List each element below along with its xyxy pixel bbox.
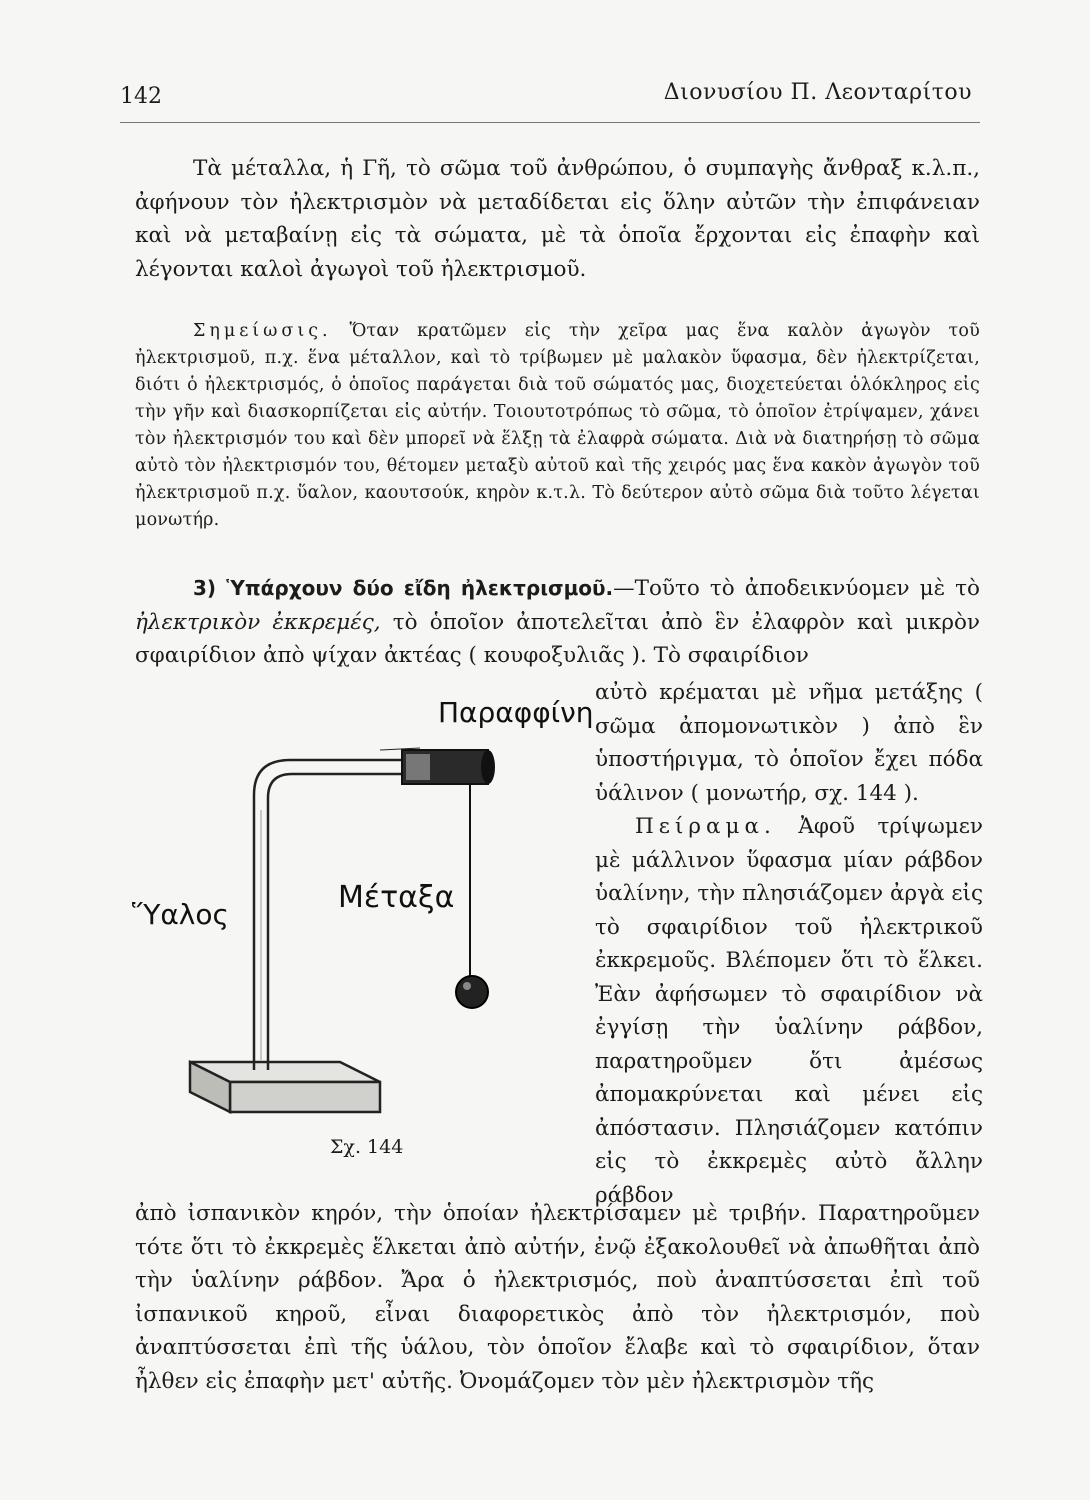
bottom-paragraph: ἀπὸ ἰσπανικὸν κηρόν, τὴν ὁποίαν ἠλεκτρίσαμεν μὲ τριβήν. Παρατηροῦμεν τότε ὅτι τὸ ἐκκρεμὲς ἕλκεται ἀπὸ αὐτήν, ἐνῷ ἐξακολουθεῖ νὰ ἀπωθῆται ἀπὸ τὴν ὑαλίνην ράβδον. Ἄρα ὁ ἠλεκτρισμός, ποὺ ἀναπτύσσεται ἐπὶ τοῦ ἰσπανικοῦ κηροῦ, εἶναι διαφορετικὸς ἀπὸ τὸν ἠλεκτρισμόν, ποὺ ἀναπτύσσεται ἐπὶ τῆς ὑάλου, τὸν ὁποῖον ἔλαβε καὶ τὸ σφαιρίδιον, ὅταν ἦλθεν εἰς ἐπαφὴν μετ' αὐτῆς. Ὀνομάζομεν τὸν μὲν ἠλεκτρισμὸν τῆς <box>135 1201 980 1394</box>
paraffin-end <box>481 750 495 784</box>
experiment-label: Πείραμα. <box>635 814 776 839</box>
running-title: Διονυσίου Π. Λεονταρίτου <box>663 80 972 105</box>
experiment-text: Ἀφοῦ τρίψωμεν μὲ μάλλινον ὕφασμα μίαν ράβδον ὑαλίνην, τὴν πλησιάζομεν ἀργὰ εἰς τὸ σφαιρίδιον τοῦ ἠλεκτρικοῦ ἐκκρεμοῦς. Βλέπομεν ὅτι τὸ ἕλκει. Ἐὰν ἀφήσωμεν τὸ σφαιρίδιον νὰ ἐγγίσῃ τὴν ὑαλίνην ράβδον, παρατηροῦμεν ὅτι ἀμέσως ἀπομακρύνεται καὶ μένει εἰς ἀπόστασιν. Πλησιάζομεν κατόπιν εἰς τὸ ἐκκρεμὲς αὐτὸ ἄλλην ράβδον <box>595 814 983 1208</box>
label-silk: Μέταξα <box>338 880 455 915</box>
page-header <box>120 72 980 123</box>
figure-caption: Σχ. 144 <box>330 1136 404 1158</box>
note-label: Σημείωσις. <box>193 321 332 341</box>
section-heading: 3) Ὑπάρχουν δύο εἴδη ἠλεκτρισμοῦ. <box>193 576 614 600</box>
side-paragraph: αὐτὸ κρέμαται μὲ νῆμα μετάξης ( σῶμα ἀπομονωτικὸν ) ἀπὸ ἓν ὑποστήριγμα, τὸ ὁποῖον ἔχει πόδα ὑάλινον ( μονωτήρ, σχ. 144 ). <box>595 680 983 806</box>
glass-rod-outer <box>254 760 410 1070</box>
italic-term: ἠλεκτρικὸν ἐκκρεμές, <box>135 609 381 635</box>
base-front <box>230 1082 380 1112</box>
section-3-paragraph <box>135 572 980 673</box>
side-column-text <box>595 676 983 1212</box>
glass-rod-inner <box>268 774 410 1070</box>
note-paragraph <box>135 318 980 534</box>
section-text-cont: τὸ ὁποῖον ἀποτελεῖται ἀπὸ ἓν ἐλαφρὸν καὶ μικρὸν σφαιρίδιον ἀπὸ ψίχαν ἀκτέας ( κουφοξυλιᾶς ). Τὸ σφαιρίδιον <box>135 609 980 668</box>
paragraph-text: Τὰ μέταλλα, ἡ Γῆ, τὸ σῶμα τοῦ ἀνθρώπου, ὁ συμπαγὴς ἄνθραξ κ.λ.π., ἀφήνουν τὸν ἠλεκτρισμὸν νὰ μεταδίδεται εἰς ὅλην αὐτῶν τὴν ἐπιφάνειαν καὶ νὰ μεταβαίνῃ εἰς τὰ σώματα, μὲ τὰ ὁποῖα ἔρχονται εἰς ἐπαφὴν καὶ λέγονται καλοὶ ἀγωγοὶ τοῦ ἠλεκτρισμοῦ. <box>135 156 980 282</box>
pith-ball <box>456 976 488 1008</box>
note-text: Ὅταν κρατῶμεν εἰς τὴν χεῖρα μας ἕνα καλὸν ἀγωγὸν τοῦ ἠλεκτρισμοῦ, π.χ. ἕνα μέταλλον, καὶ τὸ τρίβωμεν μὲ μαλακὸν ὕφασμα, δὲν ἠλεκτρίζεται, διότι ὁ ἠλεκτρισμός, ὁ ὁποῖος παράγεται διὰ τοῦ σώματός μας, διοχετεύεται ὁλόκληρος εἰς τὴν γῆν καὶ διασκορπίζεται εἰς αὐτήν. Τοιουτοτρόπως τὸ σῶμα, τὸ ὁποῖον ἐτρίψαμεν, χάνει τὸν ἠλεκτρισμόν του καὶ δὲν μπορεῖ νὰ ἕλξῃ τὰ ἐλαφρὰ σώματα. Διὰ νὰ διατηρήσῃ τὸ σῶμα αὐτὸ τὸν ἠλεκτρισμόν του, θέτομεν μεταξὺ αὐτοῦ καὶ τῆς χειρός μας ἕνα κακὸν ἀγωγὸν τοῦ ἠλεκτρισμοῦ π.χ. ὕαλον, καουτσούκ, κηρὸν κ.τ.λ. Τὸ δεύτερον αὐτὸ σῶμα διὰ τοῦτο λέγεται μονωτήρ. <box>135 321 981 530</box>
label-paraffin: Παραφφίνη <box>438 696 594 729</box>
page-number: 142 <box>120 84 162 109</box>
figure-electric-pendulum <box>130 690 594 1170</box>
section-text: —Τοῦτο τὸ ἀποδεικνύομεν μὲ τὸ <box>613 576 981 601</box>
label-glass: Ὕαλος <box>132 898 229 931</box>
paragraph-conductors <box>135 152 980 286</box>
